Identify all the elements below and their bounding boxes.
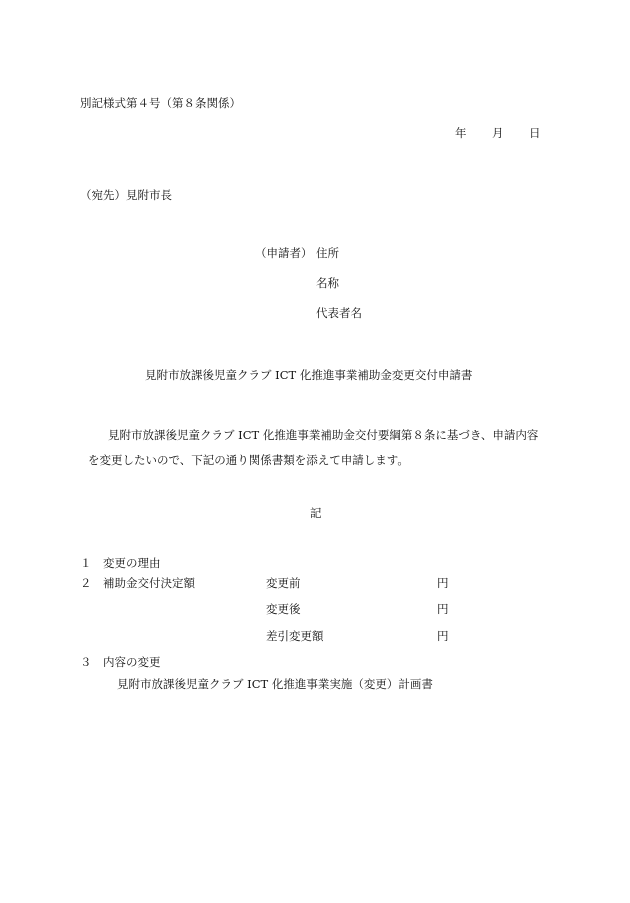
item-3-detail: 見附市放課後児童クラブ ICT 化推進事業実施（変更）計画書 [117, 677, 433, 691]
form-number: 別記様式第４号（第８条関係） [80, 96, 241, 110]
applicant-address-label: 住所 [316, 246, 339, 260]
applicant-representative-label: 代表者名 [316, 306, 362, 320]
amount-row-unit: 円 [437, 576, 449, 590]
date-day: 日 [529, 126, 541, 140]
item-2-number: ２ [80, 576, 92, 590]
amount-row-unit: 円 [437, 602, 449, 616]
amount-row-unit: 円 [437, 629, 449, 643]
amount-row-label: 変更後 [266, 602, 301, 616]
amount-row-label: 差引変更額 [266, 629, 324, 643]
body-line-1: 見附市放課後児童クラブ ICT 化推進事業補助金交付要綱第８条に基づき、申請内容 [108, 428, 539, 442]
item-1-label: 変更の理由 [103, 556, 161, 570]
body-paragraph [88, 423, 558, 473]
document-title: 見附市放課後児童クラブ ICT 化推進事業補助金変更交付申請書 [145, 368, 473, 382]
item-3-number: ３ [80, 655, 92, 669]
amount-row-label: 変更前 [266, 576, 301, 590]
applicant-role: （申請者） [255, 246, 313, 260]
item-1-number: １ [80, 556, 92, 570]
date-year: 年 [455, 126, 467, 140]
addressee: （宛先）見附市長 [80, 188, 172, 202]
body-line-2: を変更したいので、下記の通り関係書類を添えて申請します。 [88, 453, 409, 467]
date-month: 月 [492, 126, 504, 140]
item-2-label: 補助金交付決定額 [103, 576, 195, 590]
ki-heading: 記 [310, 506, 322, 520]
item-3-label: 内容の変更 [103, 655, 161, 669]
applicant-name-label: 名称 [316, 276, 339, 290]
